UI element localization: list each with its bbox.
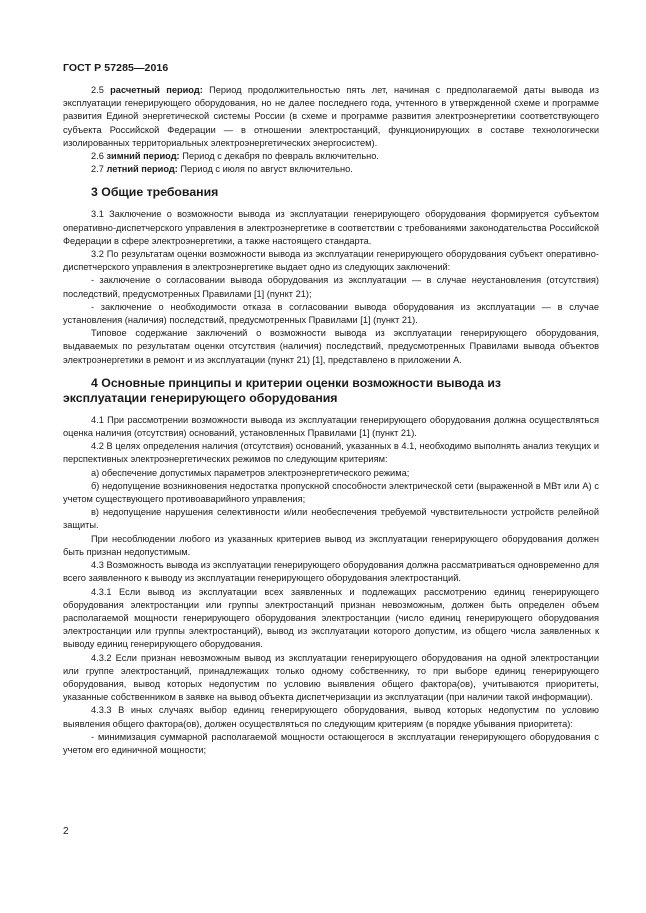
list-item: б) недопущение возникновения недостатка пропускной способности электрической сети (выраженной в МВт или А) с учетом существующего противоаварийного управления;	[63, 480, 599, 505]
section-4-heading	[63, 376, 599, 406]
definition-text: Период с декабря по февраль включительно.	[182, 151, 379, 162]
list-item: - заключение о согласовании вывода оборудования из эксплуатации — в случае неустановления (отсутствия) последствий, предусмотренных Правилами [1] (пункт 21);	[63, 275, 599, 299]
list-item: - минимизация суммарной располагаемой мощности остающегося в эксплуатации генерирующего оборудования с учетом его единичной мощности;	[63, 731, 599, 755]
definition-2-6	[63, 150, 599, 163]
page-number: 2	[63, 826, 69, 837]
noncompliance-paragraph: При несоблюдении любого из указанных критериев вывод из эксплуатации генерирующего оборудования должен быть признан недопустимым.	[63, 533, 599, 557]
clause-4-3-3: 4.3.3 В иных случаях выбор единиц генерирующего оборудования, вывод которых недопустим по условию выявления общего фактора(ов), должен осуществляться по следующим критериям (в порядке убывания приоритета):	[63, 705, 599, 729]
document-header: ГОСТ Р 57285—2016	[63, 62, 169, 74]
definition-text: Период продолжительностью пять лет, начиная с предполагаемой даты вывода из эксплуатации генерирующего оборудования, но не далее последнего года, учтенного в утвержденной схеме и программе развития Единой энергетической системы России (в схеме и программе развития электроэнергетики соответствующего субъекта Российской Федерации — в отношении электростанций, функционирующих в составе технологически изолированных территориальных электроэнергетических энергосистем).	[63, 85, 599, 148]
definition-2-7	[63, 163, 599, 176]
definition-2-5	[63, 84, 599, 150]
clause-3-1: 3.1 Заключение о возможности вывода из эксплуатации генерирующего оборудования формируется субъектом оперативно-диспетчерского управления в электроэнергетике в соответствии с требованиями законодательства Российской Федерации в сфере электроэнергетики, а также настоящего стандарта.	[63, 209, 599, 246]
list-item: а) обеспечение допустимых параметров электроэнергетического режима;	[91, 467, 410, 478]
definition-term: зимний период:	[106, 151, 180, 162]
page-body	[63, 84, 599, 757]
clause-4-3: 4.3 Возможность вывода из эксплуатации генерирующего оборудования должна рассматриваться одновременно для всего заявленного к выводу из эксплуатации генерирующего оборудования электростанций.	[63, 560, 599, 584]
definition-number: 2.6	[91, 151, 104, 162]
definition-term: летний период:	[106, 164, 178, 175]
clause-4-3-2: 4.3.2 Если признан невозможным вывод из эксплуатации генерирующего оборудования на одной электростанции или группе электростанций, принадлежащих только одному собственнику, то при выборе единиц генерирующего оборудования, вывод которых недопустим по условию выявления общего фактора(ов), учитываются приоритеты, указанные собственником в заявке на вывод объекта диспетчеризации из эксплуатации (при наличии такой информации).	[63, 652, 599, 703]
list-item: в) недопущение нарушения селективности и/или необеспечения требуемой чувствительности устройств релейной защиты.	[63, 507, 599, 531]
heading-line: эксплуатации генерирующего оборудования	[63, 390, 338, 405]
clause-4-1: 4.1 При рассмотрении возможности вывода из эксплуатации генерирующего оборудования должна осуществляться оценка наличия (отсутствия) оснований, установленных Правилами [1] (пункт 21).	[63, 414, 599, 439]
heading-line: 4 Основные принципы и критерии оценки возможности вывода из	[91, 375, 502, 390]
definition-term: расчетный период:	[110, 85, 203, 95]
clause-4-3-1: 4.3.1 Если вывод из эксплуатации всех заявленных и подлежащих рассмотрению единиц генерирующего оборудования электростанции или группы электростанций признан невозможным, должен быть определен объем располагаемой мощности генерирующего оборудования электростанции (число единиц генерирующего оборудования электростанции или группы электростанций), вывод из эксплуатации которого допустим, из общего числа заявленных к выводу единиц генерирующего оборудования.	[63, 586, 599, 650]
definition-text: Период с июля по август включительно.	[180, 164, 353, 175]
definition-number: 2.7	[91, 164, 104, 175]
typical-content-paragraph: Типовое содержание заключений о возможности вывода из эксплуатации генерирующего оборудования, выдаваемых по результатам оценки отсутствия (наличия) последствий, предусмотренных Правилами вывода объектов электроэнергетики в ремонт и из эксплуатации (пункт 21) [1], представлено в приложении А.	[63, 328, 599, 365]
list-item: - заключение о необходимости отказа в согласовании вывода оборудования из эксплуатации — в случае установления (наличия) последствий, предусмотренных Правилами [1] (пункт 21).	[63, 301, 599, 326]
definition-number: 2.5	[91, 85, 104, 95]
section-3-heading: 3 Общие требования	[91, 185, 219, 200]
clause-3-2: 3.2 По результатам оценки возможности вывода из эксплуатации генерирующего оборудования субъект оперативно-диспетчерского управления в электроэнергетике выдает одно из следующих заключений:	[63, 249, 599, 273]
clause-4-2: 4.2 В целях определения наличия (отсутствия) оснований, указанных в 4.1, необходимо выполнять анализ текущих и перспективных электроэнергетических режимов по следующим критериям:	[63, 441, 599, 465]
